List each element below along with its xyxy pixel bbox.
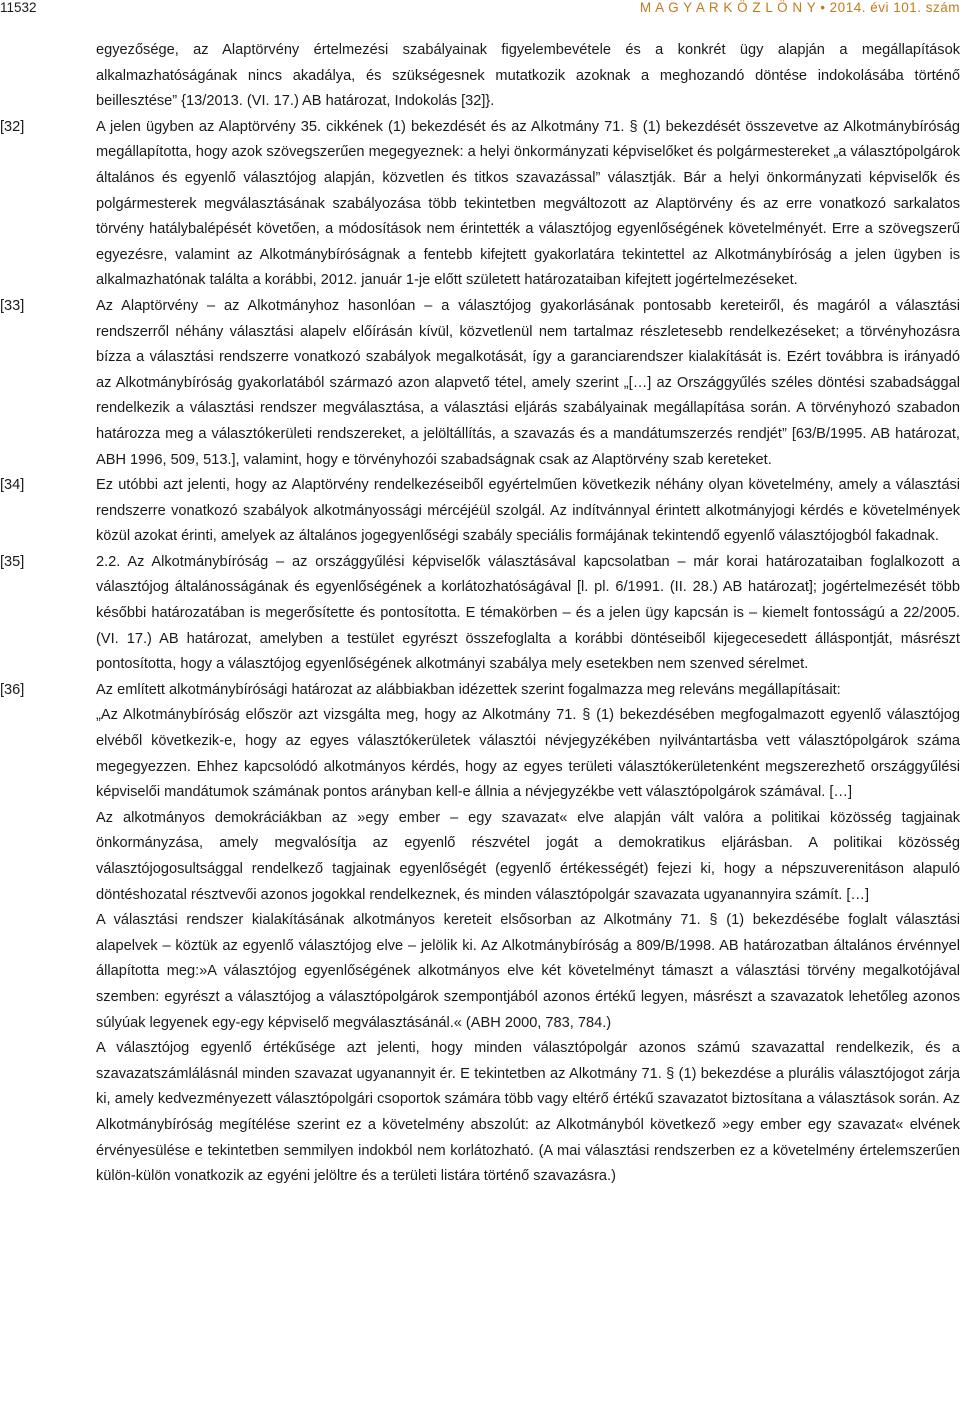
paragraph-text: Az említett alkotmánybírósági határozat az alábbiakban idézettek szerint fogalmazza meg releváns megállapításait: — [96, 681, 841, 698]
quoted-paragraph: „Az Alkotmánybíróság először azt vizsgálta meg, hogy az Alkotmány 71. § (1) bekezdésében megfogalmazott egyenlő választójog elvéből következik-e, hogy az egyes választókerületek választói névjegyzékében nyilvántartásba vett választópolgárok száma megegyezzen. Ehhez kapcsolódó alkotmányos kérdés, hogy az egyes területi választókerületenként megszerezhető országgyűlési képviselői mandátumok számának pontos arányban kell-e állnia a névjegyzékbe vett választópolgárok számával. […] — [96, 707, 960, 801]
paragraph-35 — [0, 550, 960, 678]
page-number: 11532 — [0, 0, 37, 15]
paragraph-text: Ez utóbbi azt jelenti, hogy az Alaptörvény rendelkezéseiből egyértelműen következik néhány olyan követelmény, amely a választási rendszerre vonatkozó szabályok alkotmányossági mércéjéül szolgál. Az indítvánnyal érintett alkotmányjogi kérdés e követelmények közül azokat érinti, amelyek az általános jogegyenlőségi szabály speciális formájának tekintendő egyenlő választójogból fakadnak. — [96, 477, 960, 545]
paragraph-number: [35] — [0, 553, 25, 570]
paragraph-body — [96, 550, 960, 678]
paragraph-text: egyezősége, az Alaptörvény értelmezési szabályainak figyelembevétele és a konkrét ügy alapján a megállapítások alkalmazhatóságának nincs akadálya, és szükségesnek mutatkozik azoknak a meghozandó döntése indokolásába történő beillesztése” {13/2013. (VI. 17.) AB határozat, Indokolás [32]}. — [96, 42, 960, 110]
paragraph-33 — [0, 294, 960, 473]
paragraph-36 — [0, 678, 960, 1190]
quoted-paragraph: A választási rendszer kialakításának alkotmányos kereteit elsősorban az Alkotmány 71. § (1) bekezdésébe foglalt választási alapelvek – köztük az egyenlő választójog elve – jelölik ki. Az Alkotmánybíróság a 809/B/1998. AB határozatban általános érvénnyel állapította meg:»A választójog egyenlőségének alkotmányos elve két követelményt támaszt a választási törvény megalkotójával szemben: egyrészt a választójog a választópolgárok szempontjából azonos értékű legyen, másrészt a szavazatok lehetőleg azonos súlyúak legyenek egy-egy képviselő megválasztásánál.« (ABH 2000, 783, 784.) — [96, 912, 960, 1031]
document-body — [0, 38, 960, 1190]
paragraph-32 — [0, 115, 960, 294]
page-header — [0, 0, 960, 16]
quoted-paragraph: A választójog egyenlő értékűsége azt jelenti, hogy minden választópolgár azonos számú szavazattal rendelkezik, és a szavazatszámlálásnál minden szavazat ugyanannyit ér. E tekintetben az Alkotmány 71. § (1) bekezdése a plurális választójogot zárja ki, amely kedvezményezett választópolgári csoportok számára több vagy eltérő értékű szavazatot biztosítana a választások során. Az Alkotmánybíróság megítélése szerint ez a követelmény abszolút: az Alkotmányból következő »egy ember egy szavazat« elvének érvényesülése e tekintetben semmilyen indokból nem korlátozható. (A mai választási rendszerben ez a követelmény értelemszerűen külön-külön vonatkozik az egyéni jelöltre és a területi listára történő szavazásra.) — [96, 1040, 960, 1185]
paragraph-number: [34] — [0, 477, 25, 494]
paragraph-text: Az Alaptörvény – az Alkotmányhoz hasonlóan – a választójog gyakorlásának pontosabb kereteiről, és magáról a választási rendszerről néhány választási alapelv előírásán kívül, közvetlenül nem tartalmaz részletesebb rendelkezéseket; a törvényhozásra bízza a választási rendszerre vonatkozó szabályok megalkotását, így a garanciarendszer kialakítását is. Ezért továbbra is irányadó az Alkotmánybíróság gyakorlatából származó azon alapvető tétel, amely szerint „[…] az Országgyűlés széles döntési szabadsággal rendelkezik a választási rendszer megválasztása, a választási eljárás szabályainak megállapítása során. A törvényhozó szabadon határozza meg a választókerületi rendszereket, a jelöltállítás, a szavazás és a mandátumszerzés rendjét” [63/B/1995. AB határozat, ABH 1996, 509, 513.], valamint, hogy e törvényhozói szabadságnak csak az Alaptörvény szab kereteket. — [96, 297, 960, 468]
journal-title: M A G Y A R K Ö Z L Ö N Y • 2014. évi 101. szám — [639, 0, 960, 15]
paragraph-text: A jelen ügyben az Alaptörvény 35. cikkének (1) bekezdését és az Alkotmány 71. § (1) bekezdését összevetve az Alkotmánybíróság megállapította, hogy azok szövegszerűen megegyeznek: a helyi önkormányzati képviselőket és polgármestereket „a választópolgárok általános és egyenlő választójog alapján, közvetlen és titkos szavazással” választják. Bár a helyi önkormányzati képviselők és polgármesterek megválasztásának szabályozása több tekintetben megváltozott az Alaptörvény és az erre vonatkozó sarkalatos törvény hatálybalépését követően, a módosítások nem érintették a választójog egyenlőségének követelményét. Erre a szövegszerű egyezésre, valamint az Alkotmánybíróságnak a fentebb kifejtett gyakorlatára tekintettel az Alkotmánybíróság a jelen ügyben is alkalmazhatónak találta a korábbi, 2012. január 1-je előtt született határozataiban kifejtett jogértelmezéseket. — [96, 118, 960, 289]
paragraph-number: [33] — [0, 297, 25, 314]
paragraph-continuation — [0, 38, 960, 115]
paragraph-number: [36] — [0, 681, 25, 698]
paragraph-body — [96, 678, 960, 1190]
quoted-paragraph: Az alkotmányos demokráciákban az »egy ember – egy szavazat« elve alapján vált valóra a politikai közösség tagjainak önkormányzása, amely megvalósítja az egyenlő részvétel jogát a demokratikus eljárásban. A politikai közösség választójogosultsággal rendelkező tagjainak egyenlőségét (egyenlő értékességét) fejezi ki, hogy a népszuverenitáson alapuló döntéshozatal résztvevői azonos jogokkal rendelkeznek, és minden választópolgár szavazata ugyanannyira számít. […] — [96, 809, 960, 903]
paragraph-body — [96, 473, 960, 550]
paragraph-body — [96, 115, 960, 294]
paragraph-34 — [0, 473, 960, 550]
paragraph-number: [32] — [0, 118, 25, 135]
paragraph-body — [96, 38, 960, 115]
paragraph-text: 2.2. Az Alkotmánybíróság – az országgyűlési képviselők választásával kapcsolatban – már korai határozataiban foglalkozott a választójog általánosságának és egyenlőségének a korlátozhatóságával [l. pl. 6/1991. (II. 28.) AB határozat]; jogértelmezését több későbbi határozatában is megerősítette és pontosította. E témakörben – és a jelen ügy kapcsán is – kiemelt fontosságú a 22/2005. (VI. 17.) AB határozat, amelyben a testület egyrészt összefoglalta a korábbi döntéseiből kijegecesedett álláspontját, másrészt pontosította, hogy a választójog egyenlőségének alkotmányi szabálya mely esetekben nem szenved sérelmet. — [96, 553, 960, 673]
paragraph-body — [96, 294, 960, 473]
